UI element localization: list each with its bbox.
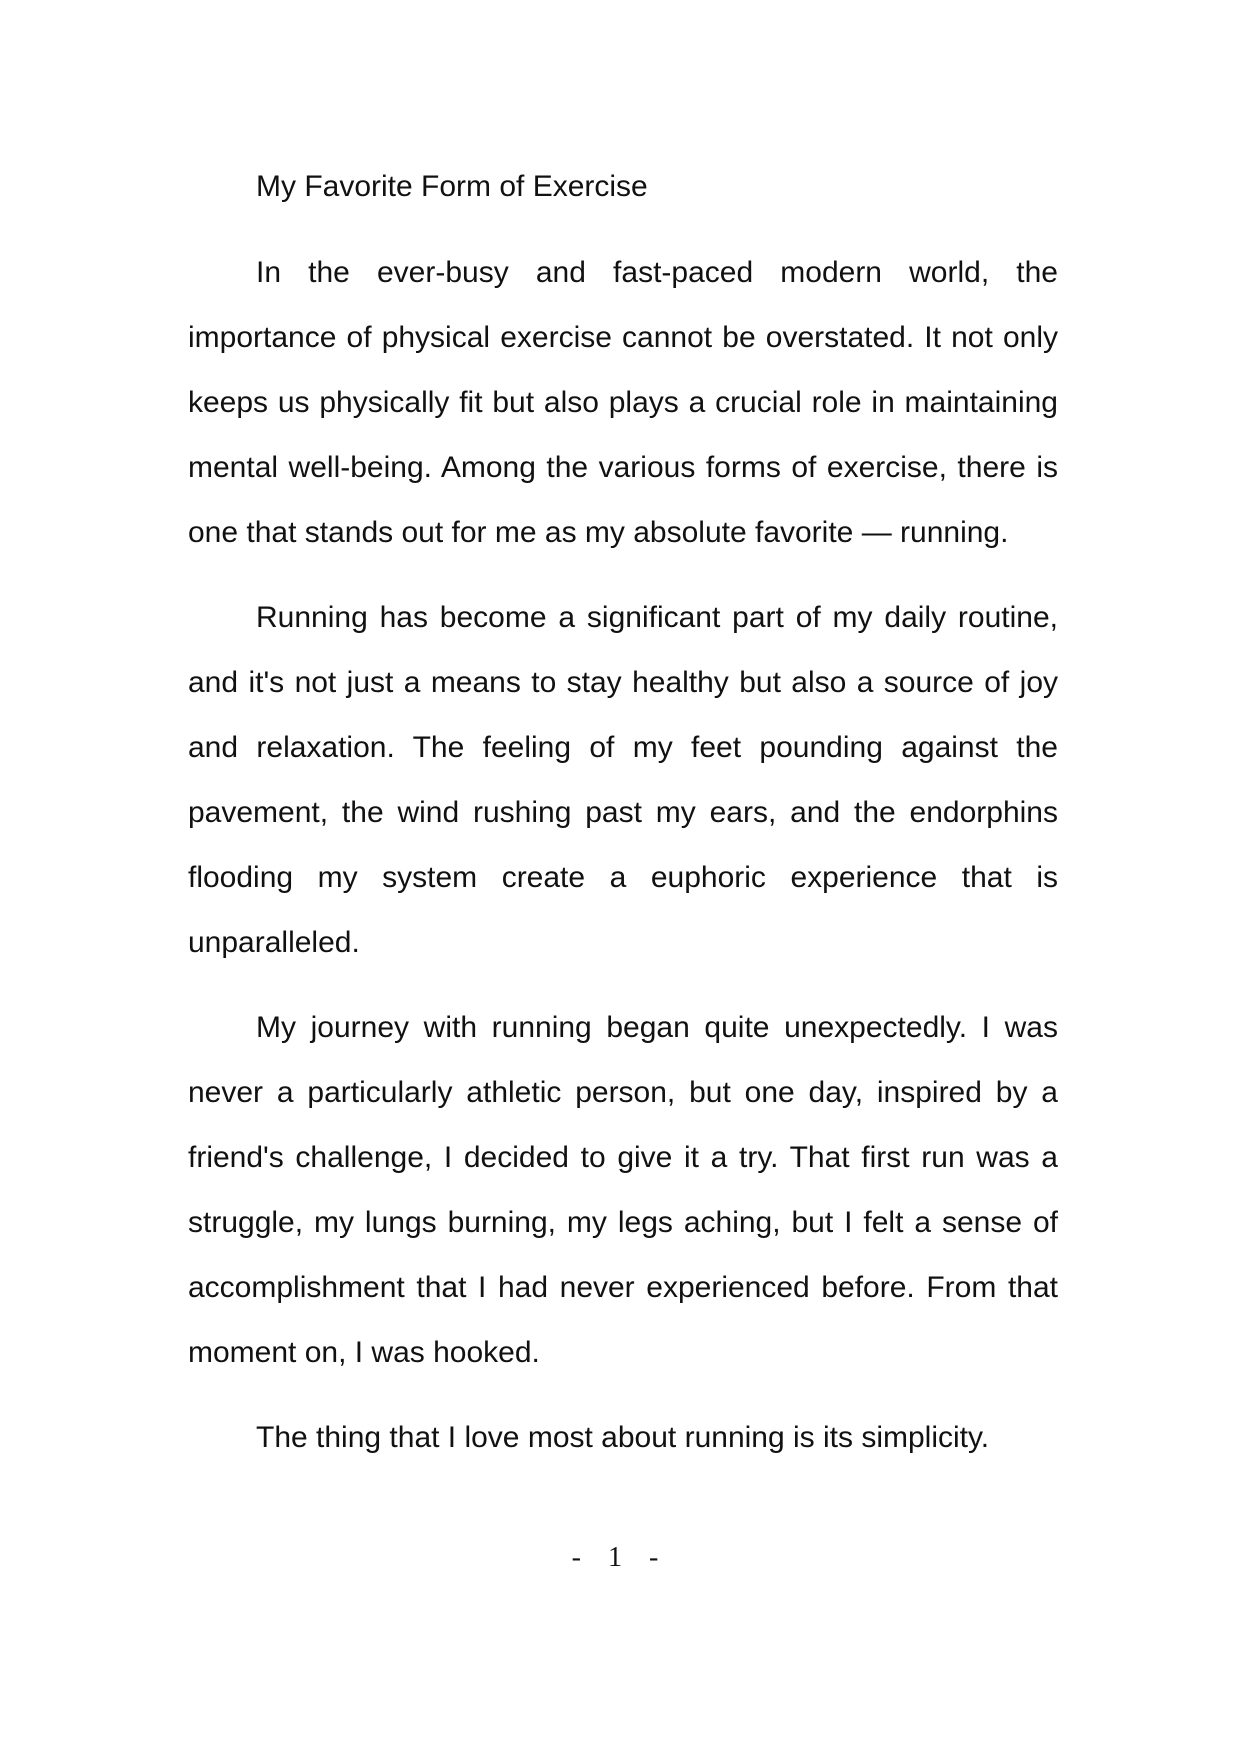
page-number: - 1 - — [571, 1542, 669, 1573]
paragraph: My journey with running began quite unexpectedly. I was never a particularly athletic person, but one day, inspired by a friend's challenge, I decided to give it a try. That first run was a struggle, my lungs burning, my legs aching, but I felt a sense of accomplishment that I had never experienced before. From that moment on, I was hooked. — [188, 1011, 1058, 1369]
document-body — [188, 154, 1058, 1470]
paragraph: The thing that I love most about running is its simplicity. — [256, 1421, 990, 1454]
paragraph: In the ever-busy and fast-paced modern world, the importance of physical exercise cannot be overstated. It not only keeps us physically fit but also plays a crucial role in maintaining mental well-being. Among the various forms of exercise, there is one that stands out for me as my absolute favorite — running. — [188, 256, 1058, 549]
paragraph: Running has become a significant part of my daily routine, and it's not just a means to stay healthy but also a source of joy and relaxation. The feeling of my feet pounding against the pavement, the wind rushing past my ears, and the endorphins flooding my system create a euphoric experience that is unparalleled. — [188, 601, 1058, 959]
document-title: My Favorite Form of Exercise — [256, 170, 648, 203]
